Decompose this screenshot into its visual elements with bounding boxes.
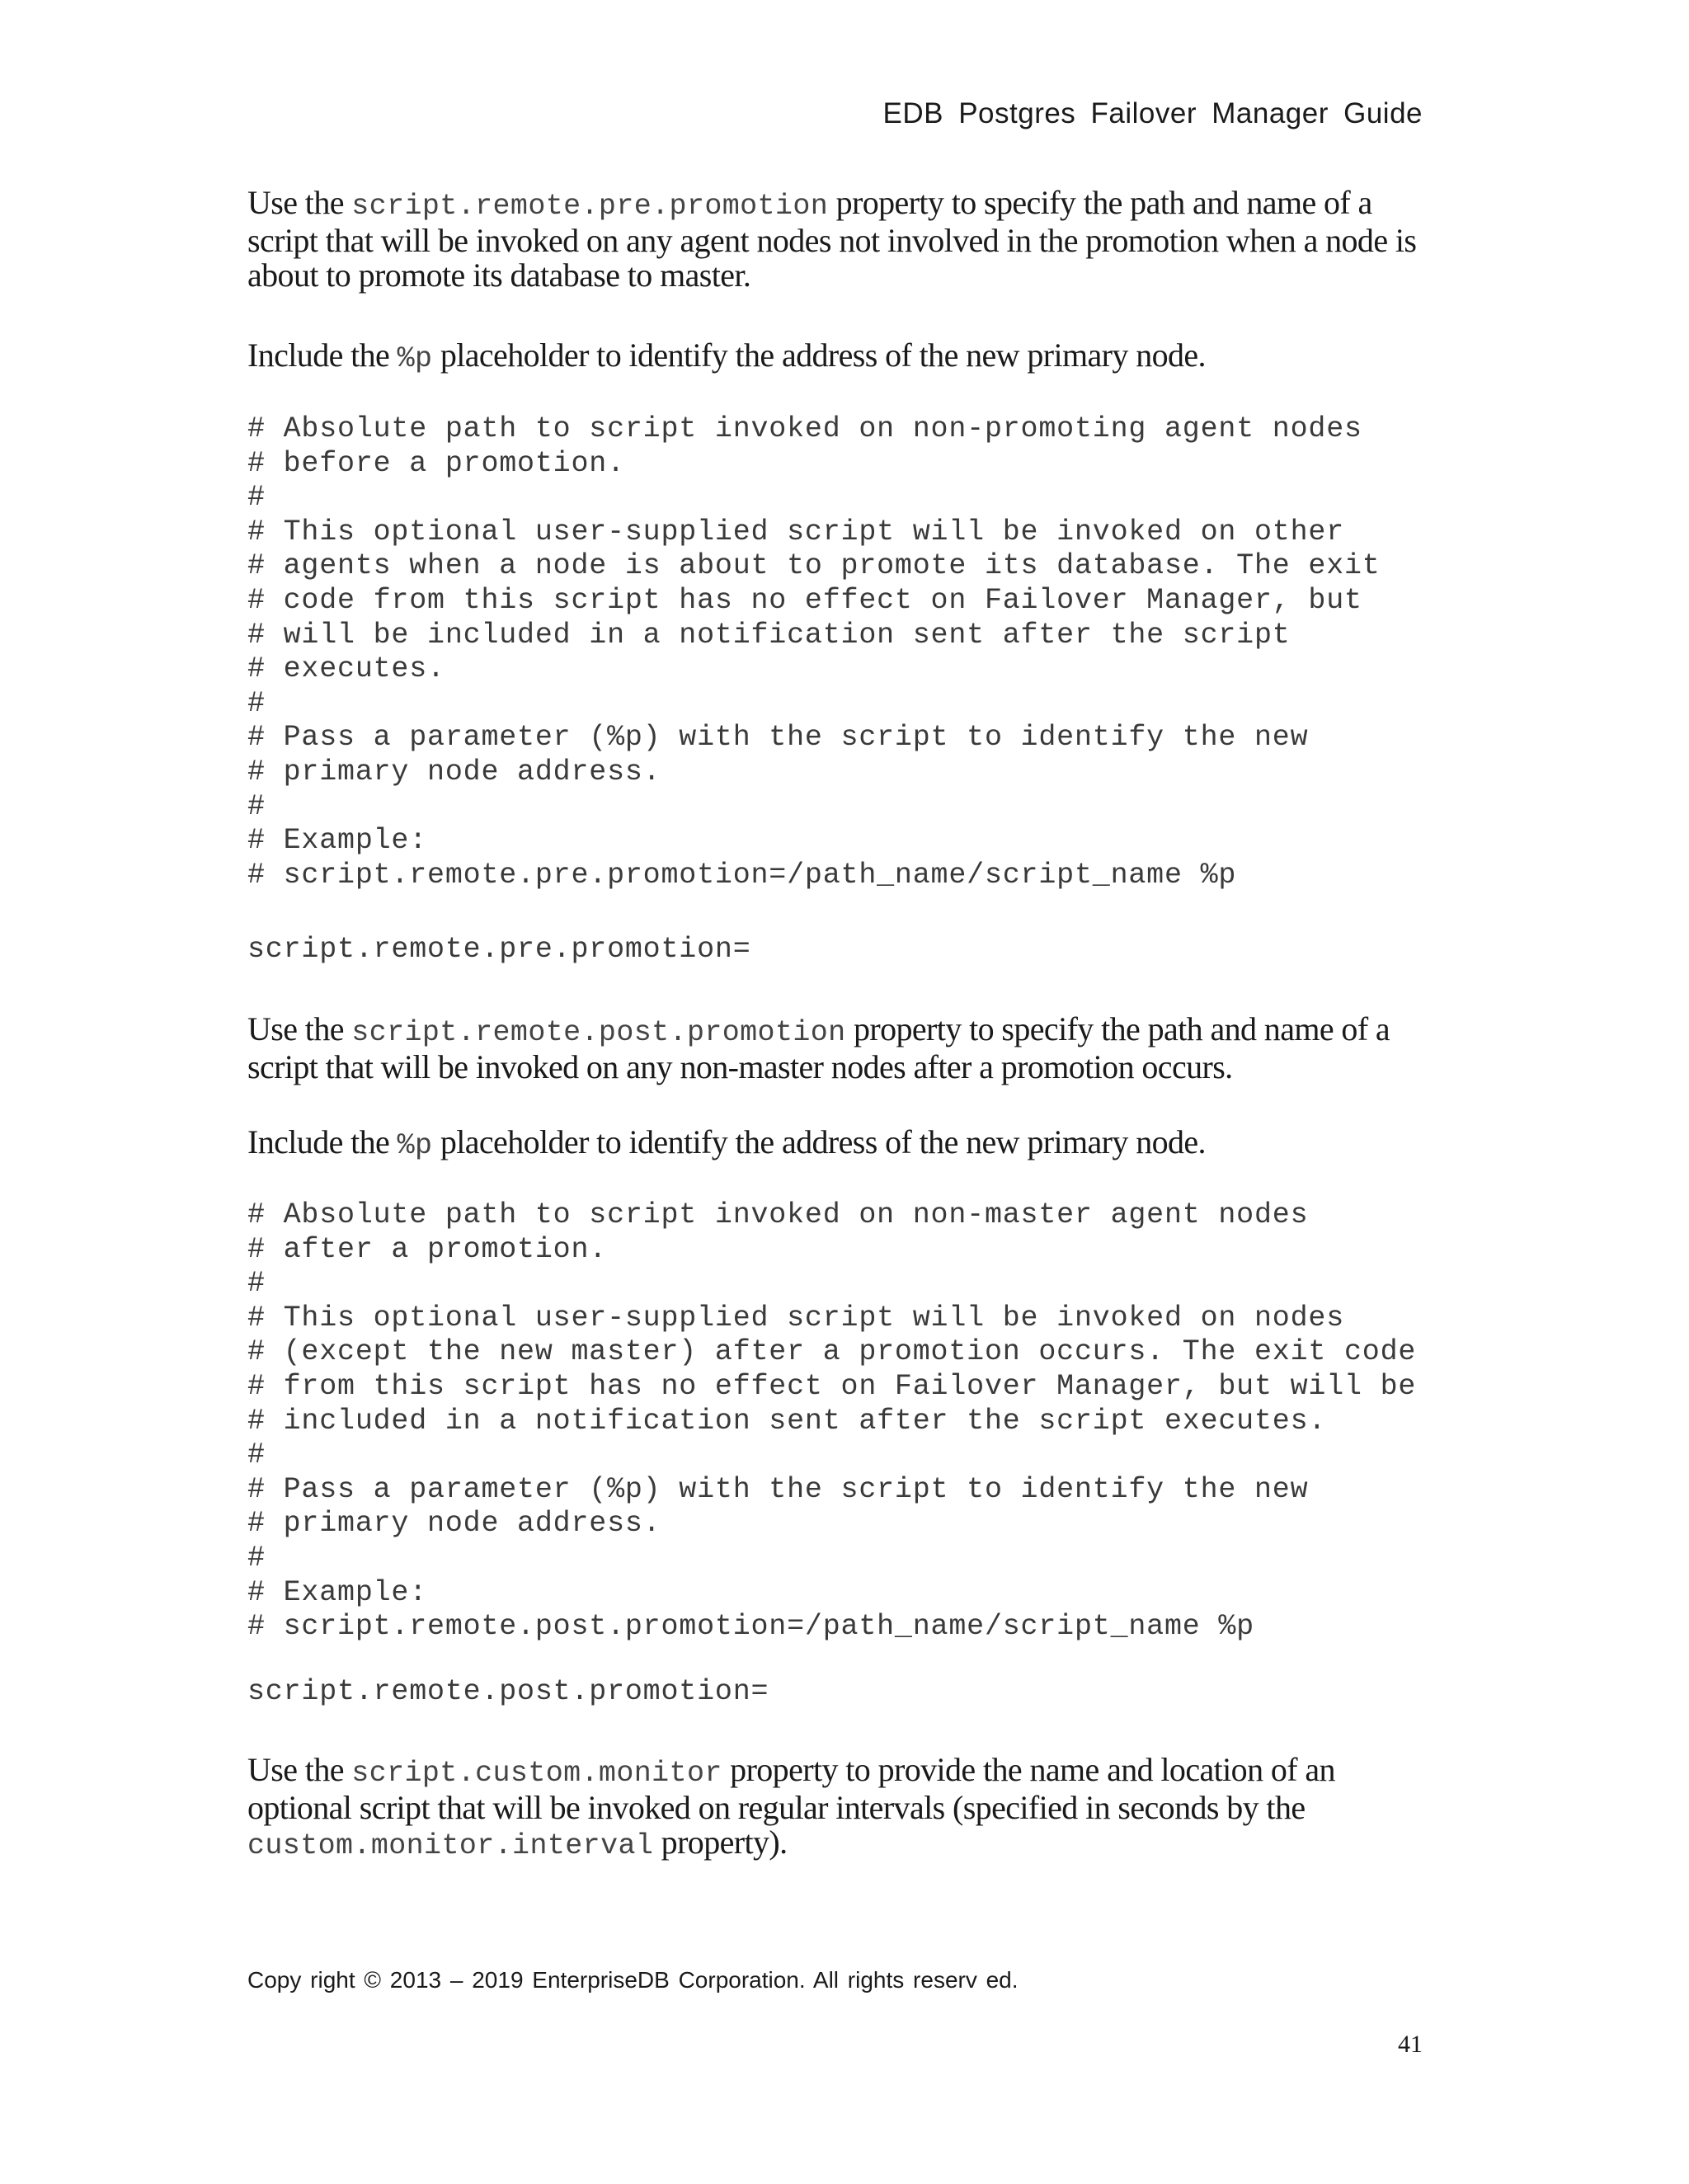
placeholder-note bbox=[247, 1125, 1435, 1163]
code-line: # bbox=[247, 789, 266, 823]
code-line: # Pass a parameter (%p) with the script to identify the new bbox=[247, 721, 1309, 755]
pre-promotion-property-line bbox=[247, 933, 751, 967]
code-line: # script.remote.pre.promotion=/path_name/script_name %p bbox=[247, 858, 1237, 892]
code-line: # (except the new master) after a promotion occurs. The exit code bbox=[247, 1335, 1417, 1369]
code-line: # bbox=[247, 1541, 266, 1574]
code-line: # after a promotion. bbox=[247, 1232, 608, 1266]
inline-code-property: script.custom.monitor bbox=[351, 1757, 722, 1790]
post-promotion-property-line bbox=[247, 1675, 769, 1710]
inline-code-placeholder: %p bbox=[397, 1129, 433, 1162]
text-segment: property to specify the path and name of a script that will be invoked on any agent nodes not involved in the promotion when a node is about to promote its database to master. bbox=[247, 184, 1417, 294]
post-promotion-description bbox=[247, 1012, 1435, 1085]
code-line: # Pass a parameter (%p) with the script to identify the new bbox=[247, 1472, 1309, 1506]
text-segment: Include the bbox=[247, 1123, 398, 1160]
post-promotion-code-comments bbox=[247, 1198, 1416, 1645]
text-segment: placeholder to identify the address of the new primary node. bbox=[432, 337, 1206, 374]
text-segment: property to specify the path and name of a script that will be invoked on any non-master nodes after a promotion occurs. bbox=[247, 1010, 1390, 1085]
text-segment: Use the bbox=[247, 184, 352, 221]
code-line: # will be included in a notification sent after the script bbox=[247, 618, 1291, 652]
code-line: # Absolute path to script invoked on non-promoting agent nodes bbox=[247, 412, 1362, 445]
custom-monitor-description bbox=[247, 1753, 1435, 1863]
code-line: # agents when a node is about to promote its database. The exit bbox=[247, 549, 1381, 583]
code-line: # bbox=[247, 481, 266, 515]
code-line: # bbox=[247, 686, 266, 720]
pre-promotion-description bbox=[247, 186, 1435, 293]
code-line: # Example: bbox=[247, 824, 428, 858]
code-line: # This optional user-supplied script will be invoked on other bbox=[247, 515, 1345, 548]
code-line: # primary node address. bbox=[247, 755, 661, 788]
text-segment: Include the bbox=[247, 337, 398, 374]
inline-code-property: script.remote.pre.promotion bbox=[351, 190, 829, 223]
code-line: script.remote.post.promotion= bbox=[247, 1675, 769, 1708]
code-line: # Example: bbox=[247, 1575, 428, 1609]
code-line: # executes. bbox=[247, 652, 445, 686]
inline-code-property: script.remote.post.promotion bbox=[351, 1016, 846, 1049]
running-header: EDB Postgres Failover Manager Guide bbox=[882, 97, 1423, 129]
placeholder-note bbox=[247, 338, 1435, 376]
pre-promotion-code-comments bbox=[247, 412, 1381, 892]
code-line: # This optional user-supplied script will be invoked on nodes bbox=[247, 1301, 1345, 1334]
code-line: # included in a notification sent after the script executes. bbox=[247, 1404, 1327, 1438]
code-line: # from this script has no effect on Failover Manager, but will be bbox=[247, 1369, 1417, 1403]
code-line: # code from this script has no effect on Failover Manager, but bbox=[247, 583, 1362, 617]
text-segment: property to provide the name and location of an optional script that will be invoked on regular intervals (specified in seconds by the bbox=[247, 1751, 1335, 1826]
text-segment: property). bbox=[653, 1824, 788, 1861]
code-line: # bbox=[247, 1267, 266, 1301]
text-segment: placeholder to identify the address of the new primary node. bbox=[432, 1123, 1206, 1160]
code-line: script.remote.pre.promotion= bbox=[247, 933, 751, 966]
copyright-footer: Copy right © 2013 – 2019 EnterpriseDB Corporation. All rights reserv ed. bbox=[247, 1967, 1019, 1993]
text-segment: Use the bbox=[247, 1751, 352, 1788]
page-number: 41 bbox=[1398, 2031, 1423, 2058]
inline-code-property: custom.monitor.interval bbox=[247, 1829, 654, 1862]
code-line: # before a promotion. bbox=[247, 446, 625, 480]
text-segment: Use the bbox=[247, 1010, 352, 1047]
code-line: # bbox=[247, 1438, 266, 1472]
code-line: # script.remote.post.promotion=/path_name/script_name %p bbox=[247, 1610, 1254, 1644]
code-line: # Absolute path to script invoked on non-master agent nodes bbox=[247, 1198, 1309, 1231]
code-line: # primary node address. bbox=[247, 1507, 661, 1541]
inline-code-placeholder: %p bbox=[397, 342, 433, 375]
